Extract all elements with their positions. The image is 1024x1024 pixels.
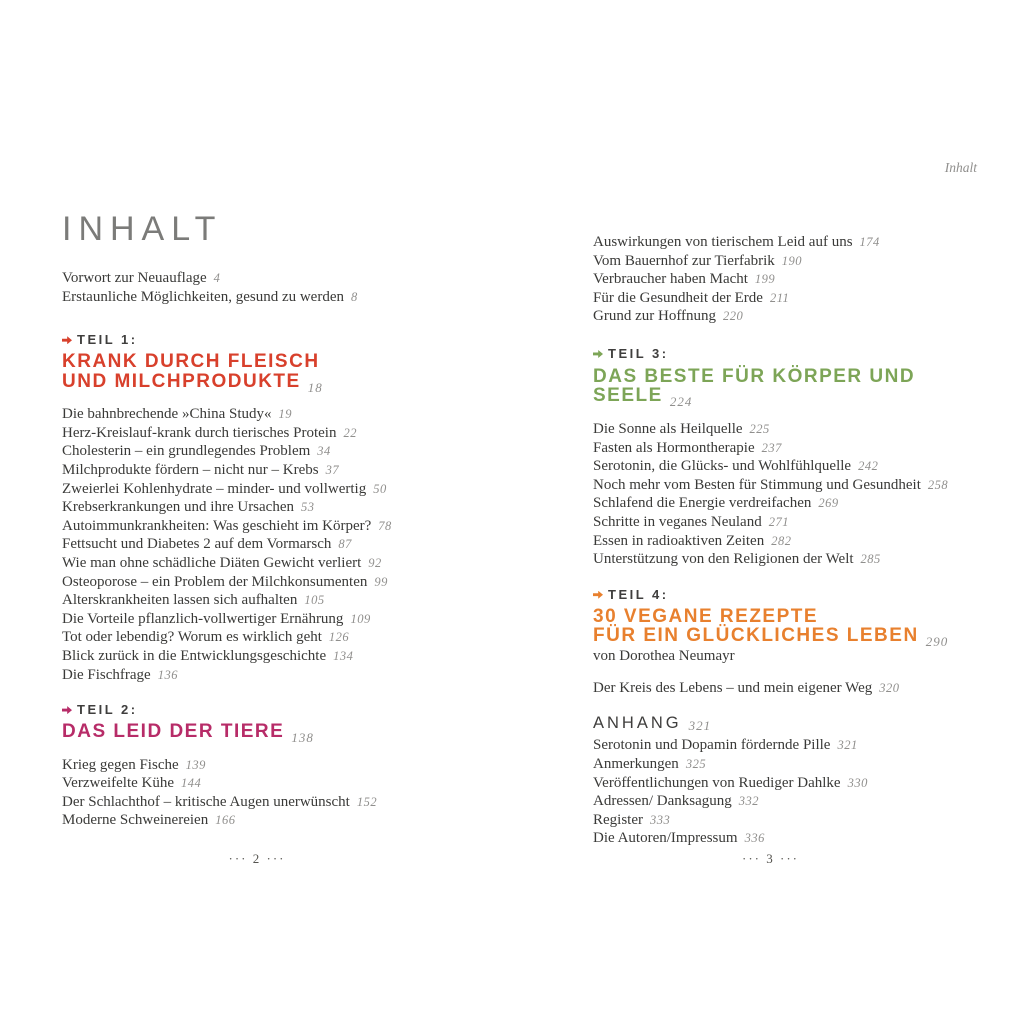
toc-entry (593, 550, 993, 569)
toc-entry-title: Alterskrankheiten lassen sich aufhalten (62, 592, 298, 609)
toc-entry-title: Der Kreis des Lebens – und mein eigener Weg (593, 679, 873, 696)
toc-entry-page: 258 (927, 477, 949, 492)
toc-entry-page: 53 (301, 500, 315, 515)
teil-2-continued-entries (593, 233, 993, 326)
toc-entry-page: 174 (859, 235, 880, 249)
toc-entry (593, 774, 993, 793)
toc-entry (593, 289, 993, 308)
toc-entry-page: 220 (723, 309, 744, 324)
section-teil-1 (62, 332, 534, 684)
toc-entry (593, 811, 993, 830)
toc-entry (62, 610, 534, 629)
toc-entry (62, 535, 534, 554)
toc-entry (593, 755, 993, 774)
toc-entry-page: 92 (368, 555, 382, 570)
section-teil-4 (593, 587, 993, 698)
toc-entry-title: Die Fischfrage (62, 666, 151, 683)
teil-3-entries (593, 420, 993, 569)
teil-4-heading-line2: FÜR EIN GLÜCKLICHES LEBEN (593, 625, 919, 647)
toc-entry-page: 87 (338, 537, 352, 552)
toc-entry (62, 461, 534, 480)
toc-entry-title: Register (593, 811, 643, 828)
toc-entry-title: Die Sonne als Heilquelle (593, 420, 743, 437)
page-title: INHALT (62, 210, 223, 248)
arrow-right-icon (62, 336, 72, 344)
toc-entry (62, 554, 534, 573)
toc-entry-page: 166 (215, 813, 236, 828)
toc-entry-page: 136 (157, 667, 178, 682)
toc-entry-page: 126 (328, 630, 350, 645)
toc-entry-title: Die bahnbrechende »China Study« (62, 406, 272, 423)
teil-4-label (593, 587, 993, 603)
toc-entry-page: 269 (818, 496, 839, 511)
toc-entry-title: Serotonin und Dopamin fördernde Pille (593, 737, 831, 754)
toc-entry-title: Herz-Kreislauf-krank durch tierisches Protein (62, 424, 337, 441)
toc-entry-title: Blick zurück in die Entwicklungsgeschichte (62, 647, 327, 664)
toc-entry-title: Vorwort zur Neuauflage (62, 270, 207, 286)
teil-1-heading-line1: KRANK DURCH FLEISCH (62, 351, 320, 373)
toc-entry-title: Anmerkungen (593, 755, 679, 772)
toc-entry (593, 792, 993, 811)
toc-entry (593, 270, 993, 289)
teil-1-page: 18 (307, 379, 323, 395)
toc-entry-title: Cholesterin – ein grundlegendes Problem (62, 443, 311, 460)
toc-entry (593, 233, 993, 252)
toc-entry-title: Die Autoren/Impressum (593, 830, 738, 847)
toc-entry (593, 252, 993, 271)
teil-3-heading (593, 365, 993, 410)
toc-entry-page: 134 (333, 648, 354, 663)
toc-entry-page: 8 (351, 289, 358, 304)
toc-entry (593, 307, 993, 326)
teil-2-heading-line1: DAS LEID DER TIERE (62, 721, 285, 743)
toc-entry (593, 439, 993, 458)
teil-4-byline: von Dorothea Neumayr (593, 647, 735, 664)
toc-entry-title: Milchprodukte fördern – nicht nur – Krebs (62, 461, 319, 478)
section-anhang (593, 713, 993, 848)
toc-entry (593, 494, 993, 513)
toc-entry (62, 628, 534, 647)
toc-entry-title: Für die Gesundheit der Erde (593, 289, 763, 306)
right-page-column (593, 233, 993, 848)
anhang-label-text: ANHANG (593, 714, 682, 733)
toc-entry-page: 109 (350, 611, 371, 626)
section-teil-3 (593, 346, 993, 569)
toc-entry-page: 282 (771, 533, 792, 548)
toc-entry-title: Essen in radioaktiven Zeiten (593, 532, 765, 549)
toc-entry (62, 774, 534, 793)
toc-entry-page: 190 (781, 253, 803, 268)
toc-entry-page: 199 (754, 272, 776, 287)
toc-entry-title: Serotonin, die Glücks- und Wohlfühlquelle (593, 458, 852, 475)
anhang-page: 321 (688, 718, 712, 734)
section-teil-2 (62, 702, 534, 830)
toc-entry (62, 811, 534, 830)
arrow-right-icon (593, 350, 603, 358)
toc-entry (62, 666, 534, 685)
toc-entry-page: 37 (325, 462, 340, 477)
anhang-label (593, 713, 993, 734)
toc-entry-page: 4 (213, 271, 221, 285)
toc-entry-title: Autoimmunkrankheiten: Was geschieht im Körper? (62, 517, 372, 534)
toc-entry-title: Vom Bauernhof zur Tierfabrik (593, 252, 775, 269)
toc-entry-title: Moderne Schweinereien (62, 812, 209, 829)
toc-entry (62, 756, 534, 775)
arrow-right-icon (593, 591, 603, 599)
toc-entry-title: Der Schlachthof – kritische Augen unerwünscht (62, 793, 350, 810)
teil-2-entries (62, 756, 534, 830)
anhang-entries (593, 736, 993, 848)
toc-entry-title: Noch mehr vom Besten für Stimmung und Gesundheit (593, 476, 921, 493)
toc-entry-page: 139 (185, 757, 206, 772)
toc-entry-page: 152 (356, 794, 378, 809)
teil-3-label (593, 346, 993, 362)
toc-entry (593, 457, 993, 476)
toc-entry-page: 271 (768, 514, 789, 529)
left-page-column (62, 212, 534, 830)
teil-1-label (62, 332, 534, 348)
teil-4-label-text: TEIL 4: (608, 586, 669, 602)
toc-entry (62, 442, 534, 461)
toc-entry (62, 647, 534, 666)
right-page-number: ··· 3 ··· (742, 851, 799, 866)
left-page-number: ··· 2 ··· (228, 851, 286, 866)
toc-entry-page: 99 (374, 574, 388, 589)
teil-4-page: 290 (925, 634, 949, 650)
toc-entry-page: 22 (343, 425, 357, 440)
toc-entry (593, 829, 993, 848)
toc-entry-page: 225 (749, 421, 770, 436)
toc-entry-title: Erstaunliche Möglichkeiten, gesund zu werden (62, 288, 344, 305)
toc-entry-page: 105 (304, 593, 325, 608)
toc-entry-title: Fettsucht und Diabetes 2 auf dem Vormarsch (62, 536, 332, 553)
teil-1-label-text: TEIL 1: (77, 332, 138, 348)
toc-entry-title: Osteoporose – ein Problem der Milchkonsumenten (62, 573, 368, 590)
teil-1-heading (62, 351, 534, 395)
toc-entry-page: 242 (858, 459, 879, 474)
teil-3-label-text: TEIL 3: (608, 345, 669, 361)
toc-entry-page: 50 (373, 481, 387, 496)
toc-entry-title: Grund zur Hoffnung (593, 308, 717, 325)
toc-entry-page: 333 (650, 812, 671, 827)
toc-entry-page: 320 (879, 680, 900, 695)
teil-4-heading-line1: 30 VEGANE REZEPTE (593, 605, 819, 627)
toc-entry-page: 285 (860, 552, 881, 567)
toc-entry-title: Krieg gegen Fische (62, 756, 179, 773)
toc-entry-page: 330 (847, 775, 868, 790)
toc-entry (62, 517, 534, 536)
teil-3-heading-line1: DAS BESTE FÜR KÖRPER UND SEELE (593, 365, 916, 407)
teil-1-entries (62, 405, 534, 684)
toc-entry-title: Krebserkrankungen und ihre Ursachen (62, 499, 294, 516)
toc-entry (62, 269, 534, 288)
toc-entry-title: Auswirkungen von tierischem Leid auf uns (593, 234, 853, 250)
toc-entry-title: Zweierlei Kohlenhydrate – minder- und vollwertig (62, 480, 367, 497)
toc-entry-title: Veröffentlichungen von Ruediger Dahlke (593, 774, 841, 791)
toc-entry (62, 498, 534, 517)
toc-entry (593, 532, 993, 551)
toc-entry-title: Schlafend die Energie verdreifachen (593, 495, 812, 512)
toc-entry (62, 480, 534, 499)
teil-2-label-text: TEIL 2: (77, 702, 138, 718)
toc-entry-page: 211 (769, 290, 790, 305)
toc-entry-page: 78 (378, 518, 392, 533)
toc-entry-page: 237 (761, 440, 782, 455)
toc-entry (62, 424, 534, 443)
toc-entry-title: Unterstützung von den Religionen der Welt (593, 551, 854, 568)
toc-entry (593, 736, 993, 755)
toc-entry (62, 288, 534, 307)
toc-entry (593, 476, 993, 495)
toc-entry-page: 19 (278, 407, 293, 422)
teil-4-heading (593, 605, 993, 650)
toc-entry (62, 591, 534, 610)
teil-4-entries (593, 679, 993, 698)
toc-entry-title: Tot oder lebendig? Worum es wirklich geht (62, 629, 322, 646)
toc-entry-title: Fasten als Hormontherapie (593, 439, 755, 456)
toc-entry (62, 573, 534, 592)
arrow-right-icon (62, 706, 72, 714)
teil-1-heading-line2: UND MILCHPRODUKTE (62, 370, 301, 392)
toc-entry (62, 405, 534, 424)
teil-2-label (62, 702, 534, 718)
toc-entry-page: 336 (744, 831, 765, 846)
toc-entry-title: Schritte in veganes Neuland (593, 513, 762, 530)
toc-entry-title: Verbraucher haben Macht (593, 271, 748, 288)
toc-entry-title: Verzweifelte Kühe (62, 775, 175, 792)
toc-entry (593, 513, 993, 532)
teil-2-page: 138 (291, 730, 314, 746)
running-header: Inhalt (944, 160, 977, 175)
front-matter-list (62, 269, 534, 306)
toc-entry (62, 793, 534, 812)
toc-entry-page: 325 (685, 756, 707, 771)
toc-entry-title: Die Vorteile pflanzlich-vollwertiger Ernährung (62, 610, 344, 627)
toc-entry-page: 332 (738, 794, 759, 809)
toc-entry (593, 420, 993, 439)
toc-entry-title: Adressen/ Danksagung (593, 793, 732, 810)
toc-entry-page: 144 (181, 776, 202, 791)
toc-entry-page: 321 (837, 738, 858, 753)
toc-entry-page: 34 (317, 444, 331, 459)
teil-2-heading (62, 721, 534, 746)
toc-entry (593, 679, 993, 698)
toc-entry-title: Wie man ohne schädliche Diäten Gewicht verliert (62, 554, 362, 571)
teil-3-page: 224 (669, 394, 693, 410)
